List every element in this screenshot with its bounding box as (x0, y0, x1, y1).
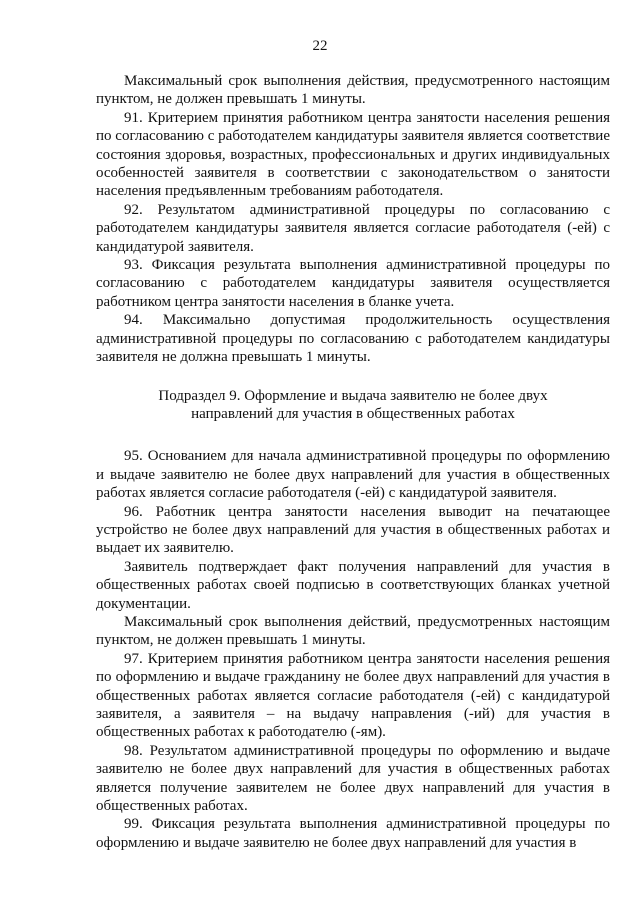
page-number: 22 (312, 38, 328, 54)
paragraph-99: 99. Фиксация результата выполнения административной процедуры по оформлению и выдаче заявителю не более двух направлений для участия в (96, 816, 610, 851)
paragraph-92: 92. Результатом административной процедуры по согласованию с работодателем кандидатуры заявителя является согласие работодателя (-ей) с кандидатурой заявителя. (96, 201, 610, 255)
section-heading-line-2: направлений для участия в общественных работах (191, 405, 515, 422)
paragraph-98: 98. Результатом административной процедуры по оформлению и выдаче заявителю не более двух направлений для участия в общественных работах является получение заявителем не более двух направлений для участия в общественных работах. (96, 742, 610, 815)
paragraph-91: 91. Критерием принятия работником центра занятости населения решения по согласованию с работодателем кандидатуры заявителя является соответствие состояния здоровья, возрастных, профессиональных и других индивидуальных особенностей заявителя в соответствии с законодательством о занятости населения предъявленным требованиям работодателя. (96, 109, 610, 200)
section-heading (96, 387, 610, 424)
paragraph-max-time-1: Максимальный срок выполнения действия, предусмотренного настоящим пунктом, не должен превышать 1 минуты. (96, 73, 610, 108)
paragraph-applicant-confirms: Заявитель подтверждает факт получения направлений для участия в общественных работах своей подписью в соответствующих бланках учетной документации. (96, 558, 610, 612)
paragraph-max-time-2: Максимальный срок выполнения действий, предусмотренных настоящим пунктом, не должен превышать 1 минуты. (96, 613, 610, 649)
paragraph-94: 94. Максимально допустимая продолжительность осуществления административной процедуры по согласованию с работодателем кандидатуры заявителя не должна превышать 1 минуты. (96, 312, 610, 366)
paragraph-95: 95. Основанием для начала административной процедуры по оформлению и выдаче заявителю не более двух направлений для участия в общественных работах является согласие работодателя (-ей) с кандидатурой заявителя. (96, 448, 610, 502)
paragraph-96: 96. Работник центра занятости населения выводит на печатающее устройство не более двух направлений для участия в общественных работах и выдает их заявителю. (96, 503, 610, 557)
paragraph-97: 97. Критерием принятия работником центра занятости населения решения по оформлению и выдаче гражданину не более двух направлений для участия в общественных работах является согласие работодателя (-ей) с кандидатурой заявителя, а заявителя – на выдачу направления (-ий) для участия в общественных работах к работодателю (-ям). (96, 650, 610, 741)
paragraph-93: 93. Фиксация результата выполнения административной процедуры по согласованию с работодателем кандидатуры заявителя осуществляется работником центра занятости населения в бланке учета. (96, 257, 610, 310)
document-body (96, 72, 610, 852)
section-heading-line-1: Подраздел 9. Оформление и выдача заявителю не более двух (158, 387, 548, 404)
